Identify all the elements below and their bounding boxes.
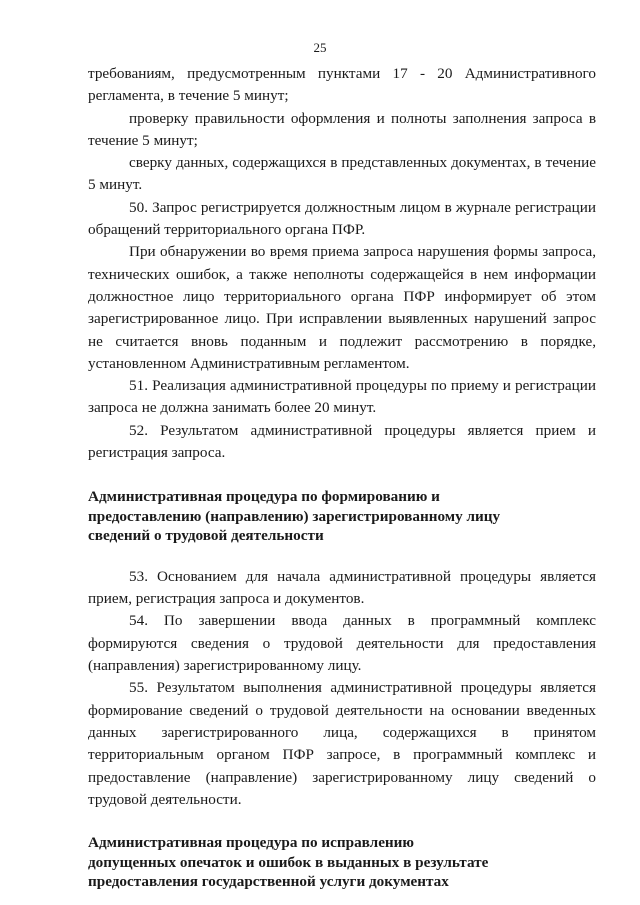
paragraph-50: 50. Запрос регистрируется должностным лицом в журнале регистрации обращений территориального органа ПФР. [88, 198, 596, 239]
section-heading-2 [88, 833, 596, 892]
heading-line: предоставления государственной услуги документах [88, 873, 449, 891]
paragraph: При обнаружении во время приема запроса нарушения формы запроса, технических ошибок, а также неполноты содержащейся в нем информации должностное лицо территориального органа ПФР информирует об этом зарегистрированное лицо. При исправлении выявленных нарушений запрос не считается вновь поданным и подлежит рассмотрению в порядке, установленном Административным регламентом. [88, 243, 596, 372]
heading-line: Административная процедура по исправлению [88, 834, 415, 852]
paragraph-52: 52. Результатом административной процедуры является прием и регистрация запроса. [88, 421, 596, 462]
paragraph: проверку правильности оформления и полноты заполнения запроса в течение 5 минут; [88, 109, 596, 149]
heading-line: сведений о трудовой деятельности [88, 527, 324, 545]
section-heading-1 [88, 487, 596, 546]
heading-line: предоставлению (направлению) зарегистрированному лицу [88, 507, 501, 525]
paragraph-53: 53. Основанием для начала административной процедуры является прием, регистрация запроса и документов. [88, 567, 596, 608]
paragraph-55: 55. Результатом выполнения административной процедуры является формирование сведений о трудовой деятельности на основании введенных данных зарегистрированного лица, содержащихся в принятом территориальным органом ПФР запросе, в программный комплекс и предоставление (направление) зарегистрированному лицу сведений о трудовой деятельности. [88, 679, 596, 808]
document-body [88, 63, 596, 892]
paragraph-54: 54. По завершении ввода данных в программный комплекс формируются сведения о трудовой деятельности для предоставления (направления) зарегистрированному лицу. [88, 612, 596, 675]
paragraph: сверку данных, содержащихся в представленных документах, в течение 5 минут. [88, 154, 596, 194]
heading-line: Административная процедура по формированию и [88, 488, 440, 506]
page-number: 25 [313, 40, 327, 55]
paragraph: требованиям, предусмотренным пунктами 17 - 20 Административного регламента, в течение 5 минут; [88, 65, 596, 105]
paragraph-51: 51. Реализация административной процедуры по приему и регистрации запроса не должна занимать более 20 минут. [88, 377, 596, 417]
heading-line: допущенных опечаток и ошибок в выданных в результате [88, 853, 489, 871]
